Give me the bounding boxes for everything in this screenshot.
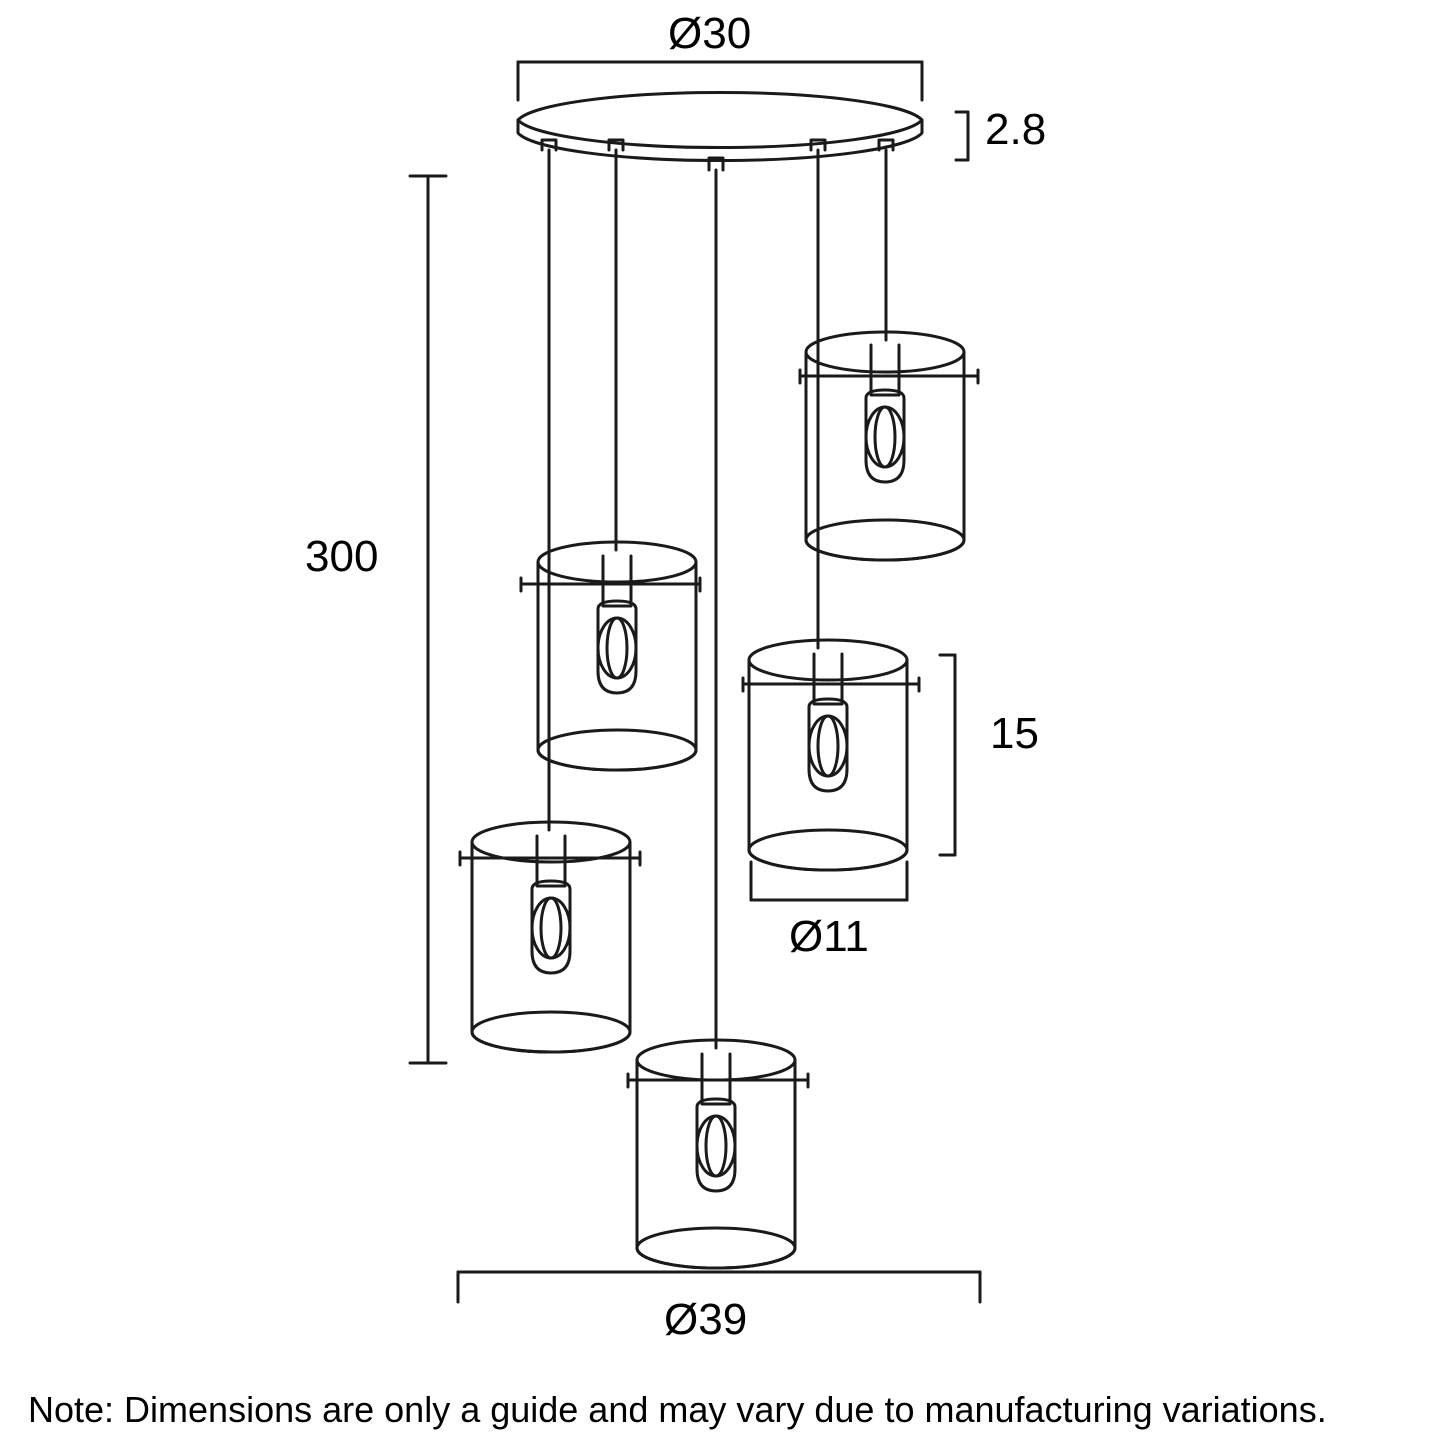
manufacturing-note: Note: Dimensions are only a guide and may vary due to manufacturing variations. bbox=[28, 1389, 1327, 1430]
dimension-line-canopy-diameter bbox=[518, 62, 922, 100]
pendant-lower-left bbox=[460, 140, 640, 1052]
pendant-upper-right bbox=[800, 140, 978, 560]
canopy bbox=[518, 92, 922, 160]
dimension-line-shade-diameter bbox=[751, 862, 907, 900]
pendant-bottom-center bbox=[628, 158, 808, 1268]
dimension-bracket-shade-height bbox=[940, 655, 955, 855]
pendant-middle-right bbox=[743, 140, 919, 870]
dimension-label-shade-height: 15 bbox=[990, 709, 1039, 758]
dimension-line-drop-height bbox=[410, 176, 446, 1063]
dimension-bracket-canopy-height bbox=[956, 112, 968, 160]
dimension-label-drop-height: 300 bbox=[305, 532, 379, 581]
dimension-label-shade-diameter: Ø11 bbox=[789, 912, 869, 961]
dimension-label-canopy-height: 2.8 bbox=[985, 105, 1047, 154]
dimension-label-canopy-diameter: Ø30 bbox=[668, 9, 752, 58]
dimension-label-spread-diameter: Ø39 bbox=[664, 1295, 748, 1344]
